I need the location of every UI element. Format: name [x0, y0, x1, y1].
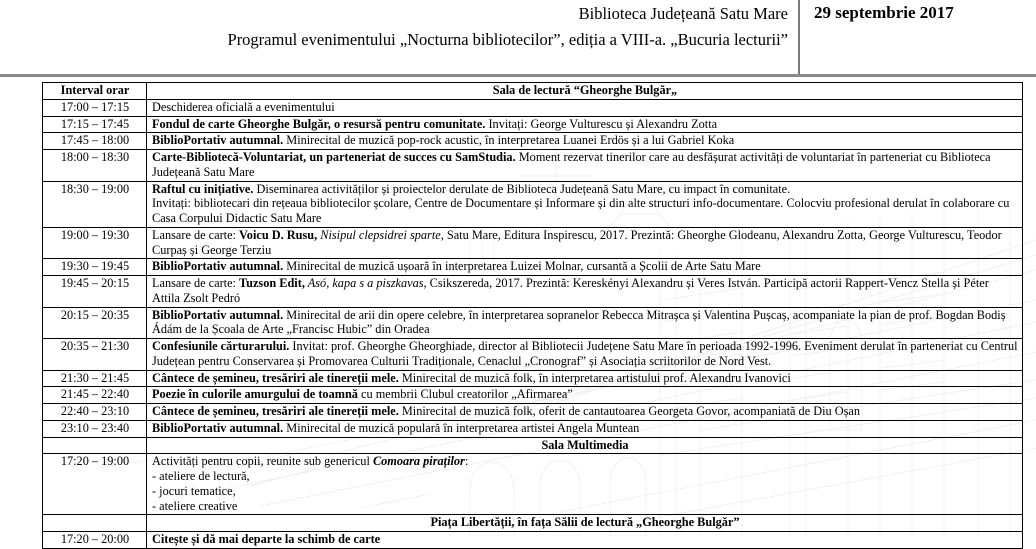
section-header-row	[43, 83, 1023, 100]
row-description	[147, 133, 1023, 150]
section-title: Sala Multimedia	[147, 437, 1023, 454]
row-description-line-secondary: Invitați: bibliotecari din rețeaua bibliotecilor școlare, Centre de Documentare și Informare și din alte structuri info-documentare. Colocviu profesional derulat în colaborare cu Casa Corpului Didactic Satu Mare	[152, 196, 1010, 225]
row-description	[147, 420, 1023, 437]
row-description-line: Raftul cu inițiative. Diseminarea activităților și proiectelor derulate de Biblioteca Județeană Satu Mare, cu impact în comunitate.	[152, 181, 791, 196]
list-item: - ateliere de lectură,	[152, 469, 250, 483]
row-time-interval: 17:15 – 17:45	[43, 116, 147, 133]
section-header-row	[43, 437, 1023, 454]
row-time-interval: 17:20 – 19:00	[43, 454, 147, 515]
section-header-spacer	[43, 515, 147, 532]
document-header	[0, 0, 1036, 76]
row-description	[147, 150, 1023, 182]
row-description	[147, 387, 1023, 404]
row-time-interval: 19:30 – 19:45	[43, 259, 147, 276]
table-row	[43, 276, 1023, 308]
row-time-interval: 21:45 – 22:40	[43, 387, 147, 404]
row-description-line: Lansare de carte: Tuzson Edit, Asó, kapa s a piszkavas, Csikszereda, 2017. Prezintă: Kereskényi Alexandru și Veres István. Participă actorii Rappert-Vencz Stella și Péter Attila Zsolt Pedró	[152, 276, 989, 305]
header-right-block	[800, 0, 1036, 76]
row-description-line: BiblioPortativ autumnal. Minirecital de muzică populară în interpretarea artistei Angela Muntean	[152, 420, 640, 435]
list-item: - ateliere creative	[152, 498, 238, 513]
table-row	[43, 454, 1023, 515]
row-description	[147, 370, 1023, 387]
list-item: - jocuri tematice,	[152, 483, 236, 498]
section-title: Piața Libertății, în fața Sălii de lectură „Gheorghe Bulgăr”	[147, 515, 1023, 532]
table-row	[43, 259, 1023, 276]
section-title: Sala de lectură “Gheorghe Bulgăr„	[147, 83, 1023, 100]
table-row	[43, 99, 1023, 116]
row-time-interval: 20:35 – 21:30	[43, 339, 147, 371]
row-time-interval: 17:00 – 17:15	[43, 99, 147, 116]
table-row	[43, 420, 1023, 437]
table-row	[43, 181, 1023, 227]
row-description	[147, 259, 1023, 276]
table-row	[43, 339, 1023, 371]
institution-name: Biblioteca Județeană Satu Mare	[578, 4, 788, 23]
table-row	[43, 387, 1023, 404]
table-row	[43, 227, 1023, 259]
row-description	[147, 404, 1023, 421]
row-time-interval: 17:20 – 20:00	[43, 532, 147, 549]
row-description-line: Citește și dă mai departe la schimb de carte	[152, 532, 381, 546]
table-row	[43, 532, 1023, 549]
row-description	[147, 227, 1023, 259]
row-description-line: Cântece de șemineu, tresăriri ale tinereții mele. Minirecital de muzică folk, în interpretarea artistului prof. Alexandru Ivanovici	[152, 370, 791, 385]
row-description-line: BiblioPortativ autumnal. Minirecital de arii din opere celebre, în interpretarea sopranelor Rebecca Mitrașca și Valentina Pușcaș, acompaniate la pian de prof. Bogdan Bodiș Ádám de la Școala de Arte „Francisc Hubic” din Oradea	[152, 307, 1006, 337]
row-time-interval: 17:45 – 18:00	[43, 133, 147, 150]
table-row	[43, 307, 1023, 339]
row-description	[147, 307, 1023, 339]
table-row	[43, 404, 1023, 421]
table-row	[43, 133, 1023, 150]
table-row	[43, 116, 1023, 133]
schedule-table	[42, 82, 1023, 549]
row-description-line: BiblioPortativ autumnal. Minirecital de muzică pop-rock acustic, în interpretarea Luanei Erdös și a lui Gabriel Koka	[152, 133, 735, 148]
row-description-line: Lansare de carte: Voicu D. Rusu, Nisipul clepsidrei sparte, Satu Mare, Editura Inspirescu, 2017. Prezintă: Gheorghe Glodeanu, Alexandru Zotta, George Vulturescu, Teodor Curpaș și George Terziu	[152, 227, 1002, 257]
table-row	[43, 370, 1023, 387]
row-time-interval: 19:45 – 20:15	[43, 276, 147, 308]
row-description-line: BiblioPortativ autumnal. Minirecital de muzică ușoară în interpretarea Luizei Molnar, cursantă a Școlii de Arte Satu Mare	[152, 259, 761, 274]
row-description-line: Deschiderea oficială a evenimentului	[152, 99, 335, 114]
row-time-interval: 20:15 – 20:35	[43, 307, 147, 339]
table-row	[43, 150, 1023, 182]
row-time-interval: 23:10 – 23:40	[43, 420, 147, 437]
program-title: Programul evenimentului „Nocturna bibliotecilor”, ediția a VIII-a. „Bucuria lecturii”	[227, 30, 788, 50]
row-bullet-list	[152, 469, 1018, 513]
row-time-interval: 18:30 – 19:00	[43, 181, 147, 227]
row-time-interval: 18:00 – 18:30	[43, 150, 147, 182]
row-description-line: Carte-Bibliotecă-Voluntariat, un parteneriat de succes cu SamStudia. Moment rezervat tinerilor care au desfășurat activități de voluntariat în parteneriat cu Biblioteca Județeană Satu Mare	[152, 150, 991, 179]
row-description-line: Fondul de carte Gheorghe Bulgăr, o resursă pentru comunitate. Invitați: George Vulturescu și Alexandru Zotta	[152, 116, 718, 131]
row-description-line: Activități pentru copii, reunite sub genericul Comoara piraților:	[152, 454, 469, 469]
row-description	[147, 99, 1023, 116]
row-description	[147, 339, 1023, 371]
schedule-table-body	[43, 83, 1023, 549]
row-description	[147, 532, 1023, 549]
event-date: 29 septembrie 2017	[814, 3, 954, 22]
row-description-line: Cântece de șemineu, tresăriri ale tinereții mele. Minirecital de muzică folk, oferit de cantautoarea Georgeta Govor, acompaniată de Diu Oșan	[152, 404, 861, 418]
row-time-interval: 19:00 – 19:30	[43, 227, 147, 259]
schedule-container	[0, 76, 1036, 549]
row-description	[147, 116, 1023, 133]
column-header-interval: Interval orar	[43, 83, 147, 100]
section-header-spacer	[43, 437, 147, 454]
row-description-line: Confesiunile cărturarului. Invitat: prof. Gheorghe Gheorghiade, director al Bibliotecii Județene Satu Mare în perioada 1992-1996. Eveniment derulat în parteneriat cu Centrul Județean pentru Conservarea și Promovarea Culturii Tradiționale, Cenaclul „Cronograf” și Asociația scriitorilor de Nord Vest.	[152, 339, 1018, 368]
row-description	[147, 454, 1023, 515]
row-description-line: Poezie în culorile amurgului de toamnă cu membrii Clubul creatorilor „Afirmarea”	[152, 387, 573, 402]
row-description	[147, 276, 1023, 308]
row-time-interval: 21:30 – 21:45	[43, 370, 147, 387]
section-header-row	[43, 515, 1023, 532]
row-time-interval: 22:40 – 23:10	[43, 404, 147, 421]
row-description	[147, 181, 1023, 227]
header-left-block	[0, 0, 800, 76]
